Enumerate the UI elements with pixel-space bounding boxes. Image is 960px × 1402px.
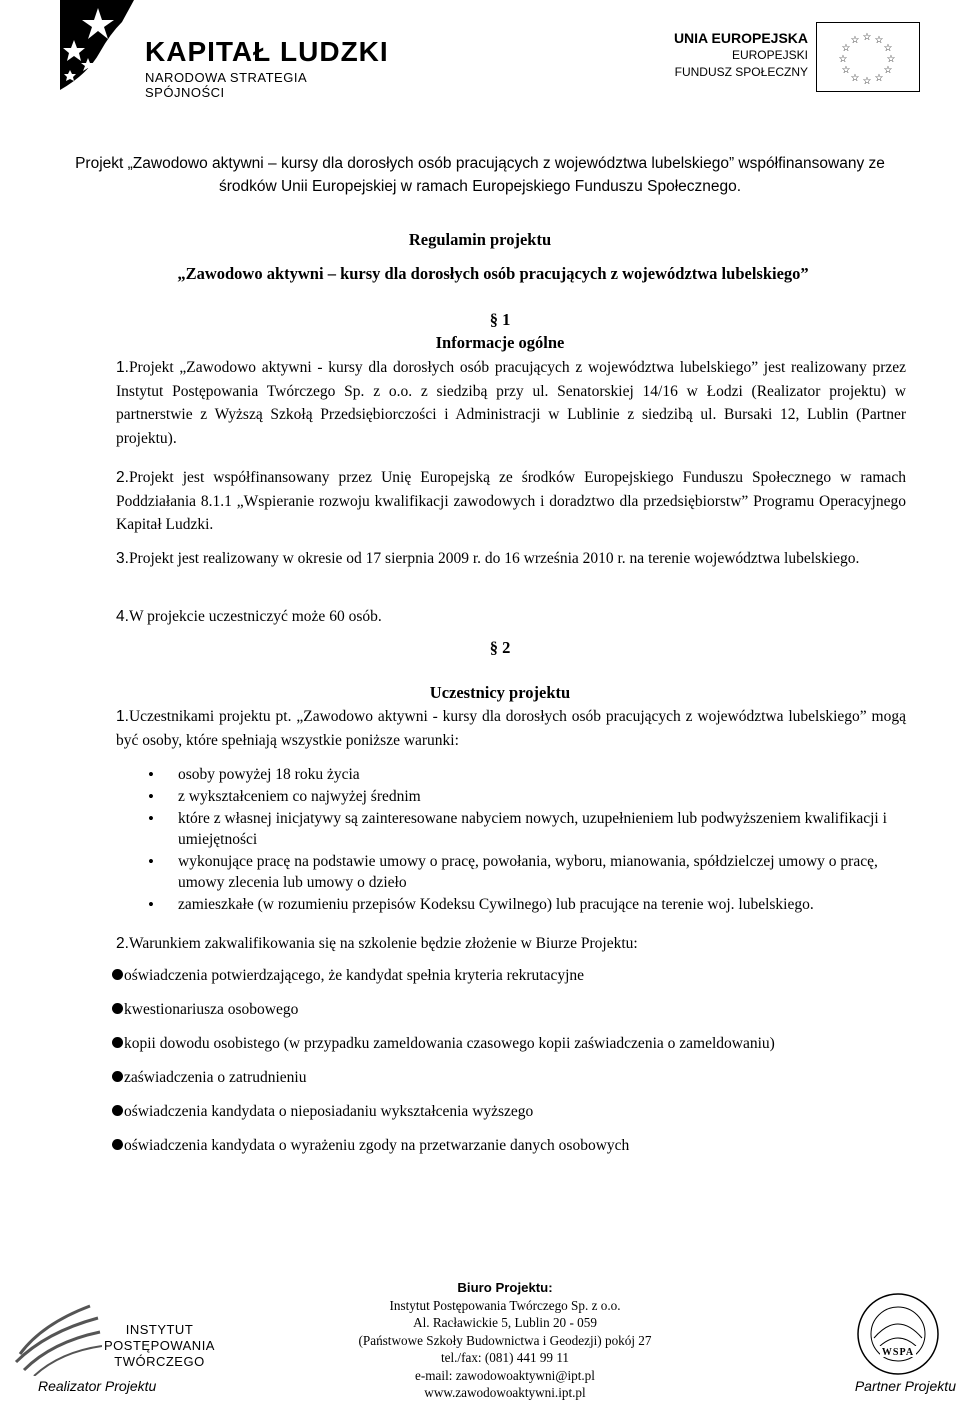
list-item: kopii dowodu osobistego (w przypadku zameldowania czasowego kopii zaświadczenia o zameldowaniu) [112,1032,912,1066]
kapital-ludzki-emblem-icon [60,0,140,90]
project-intro [0,152,960,198]
required-documents-list [112,964,912,1168]
paragraph-text: Projekt „Zawodowo aktywni - kursy dla dorosłych osób pracujących z województwa lubelskiego” jest realizowany przez Instytut Postępowania Twórczego Sp. z o.o. z siedzibą przy ul. Senatorskiej 14/16 w Łodzi (Realizator projektu) w partnerstwie z Wyższą Szkołą Przedsiębiorczości i Administracji w Lublinie z siedzibą ul. Bursaki 12, Lublin (Partner projektu). [116,359,906,447]
paragraph-text: W projekcie uczestniczyć może 60 osób. [128,608,382,625]
kapital-ludzki-logo [60,0,390,100]
svg-text:☆: ☆ [841,43,851,54]
participant-conditions-list [148,764,908,916]
bullet-icon [112,1139,123,1150]
logo-subtitle: NARODOWA STRATEGIA SPÓJNOŚCI [145,70,307,100]
paragraph-number: 3. [116,550,129,567]
svg-text:☆: ☆ [850,35,860,46]
paragraph-number: 1. [116,359,129,376]
svg-text:☆: ☆ [862,32,872,43]
svg-text:☆: ☆ [883,43,893,54]
list-item: • wykonujące pracę na podstawie umowy o pracę, powołania, wyboru, mianowania, spółdzielczej umowy o pracę, umowy zlecenia lub umowy o dzieło [148,851,908,893]
document-subtitle: „Zawodowo aktywni – kursy dla dorosłych osób pracujących z województwa lubelskiego” [177,264,809,283]
list-item: • osoby powyżej 18 roku życia [148,764,908,785]
list-item: oświadczenia kandydata o wyrażeniu zgody na przetwarzanie danych osobowych [112,1134,912,1168]
list-item: • z wykształceniem co najwyżej średnim [148,786,908,807]
svg-text:☆: ☆ [886,54,896,65]
section-2-mark: § 2 [489,638,511,657]
svg-text:☆: ☆ [850,73,860,84]
bullet-icon [112,969,123,980]
section-1-paragraph-3 [116,547,906,571]
eu-efs-logo [670,22,940,90]
office-email: e-mail: zawodowoaktywni@ipt.pl [415,1367,595,1383]
svg-text:☆: ☆ [838,54,848,65]
bullet-icon [112,1105,123,1116]
section-2-paragraph-2 [116,932,906,956]
list-item: oświadczenia potwierdzającego, że kandydat spełnia kryteria rekrutacyjne [112,964,912,998]
section-1-paragraph-4 [116,605,906,629]
paragraph-number: 2. [116,469,129,486]
svg-text:☆: ☆ [862,76,872,87]
paragraph-text: Warunkiem zakwalifikowania się na szkolenie będzie złożenie w Biurze Projektu: [128,935,638,952]
paragraph-number: 1. [116,708,129,725]
intro-line-1: Projekt „Zawodowo aktywni – kursy dla dorosłych osób pracujących z województwa lubelskiego” współfinansowany ze [75,155,885,172]
eu-flag-icon [816,22,920,92]
eu-logo-line2: EUROPEJSKI [731,48,808,62]
list-item: kwestionariusza osobowego [112,998,912,1032]
office-title: Biuro Projektu: [457,1280,553,1295]
svg-text:☆: ☆ [874,35,884,46]
office-line: tel./fax: (081) 441 99 11 [440,1350,570,1365]
section-2-heading: Uczestnicy projektu [429,683,571,702]
wspa-seal-icon [850,1290,946,1376]
implementer-label: Realizator Projektu [38,1378,157,1394]
svg-text:WSPA: WSPA [881,1347,915,1358]
office-line: (Państwowe Szkoły Budownictwa i Geodezji) pokój 27 [358,1332,652,1348]
ipt-logo-line-3: TWÓRCZEGO [114,1354,205,1369]
logo-title: KAPITAŁ LUDZKI [145,36,389,67]
bullet-icon [112,1003,123,1014]
office-line: Instytut Postępowania Twórczego Sp. z o.o. [389,1297,621,1313]
document-title: Regulamin projektu [408,230,552,249]
paragraph-number: 2. [116,935,129,952]
section-1-mark: § 1 [489,310,511,329]
svg-text:☆: ☆ [883,65,893,76]
wspa-seal-logo [850,1290,946,1376]
ipt-logo-line-2: POSTĘPOWANIA [104,1338,215,1353]
partner-label: Partner Projektu [854,1378,956,1394]
list-item: • które z własnej inicjatywy są zainteresowane nabyciem nowych, uzupełnieniem lub podwyższeniem kwalifikacji i umiejętności [148,808,908,850]
section-2-paragraph-1 [116,705,906,752]
section-1-paragraph-1 [116,356,906,450]
bullet-icon [112,1071,123,1082]
section-1-heading: Informacje ogólne [435,333,565,352]
svg-text:☆: ☆ [874,73,884,84]
paragraph-number: 4. [116,608,129,625]
paragraph-text: Projekt jest współfinansowany przez Unię Europejską ze środków Europejskiego Funduszu Społecznego w ramach Poddziałania 8.1.1 „Wspieranie rozwoju kwalifikacji zawodowych i doradztwo dla przedsiębiorstw” Programu Operacyjnego Kapitał Ludzki. [116,469,906,533]
bullet-icon [112,1037,123,1048]
list-item: • zamieszkałe (w rozumieniu przepisów Kodeksu Cywilnego) lub pracujące na terenie woj. lubelskiego. [148,894,908,915]
ipt-logo-line-1: INSTYTUT [125,1322,194,1337]
eu-logo-line3: FUNDUSZ SPOŁECZNY [674,65,808,79]
svg-text:☆: ☆ [841,65,851,76]
intro-line-2: środków Unii Europejskiej w ramach Europejskiego Funduszu Społecznego. [218,178,742,195]
office-line: Al. Racławickie 5, Lublin 20 - 059 [413,1315,597,1330]
list-item: oświadczenia kandydata o nieposiadaniu wykształcenia wyższego [112,1100,912,1134]
office-website: www.zawodowoaktywni.ipt.pl [424,1385,586,1400]
paragraph-text: Projekt jest realizowany w okresie od 17 sierpnia 2009 r. do 16 września 2010 r. na terenie województwa lubelskiego. [128,550,860,567]
section-1-paragraph-2 [116,466,906,537]
eu-logo-text [674,30,808,81]
list-item: zaświadczenia o zatrudnieniu [112,1066,912,1100]
eu-logo-line1: UNIA EUROPEJSKA [673,30,808,46]
paragraph-text: Uczestnikami projektu pt. „Zawodowo aktywni - kursy dla dorosłych osób pracujących z województwa lubelskiego” mogą być osoby, które spełniają wszystkie poniższe warunki: [116,708,906,749]
